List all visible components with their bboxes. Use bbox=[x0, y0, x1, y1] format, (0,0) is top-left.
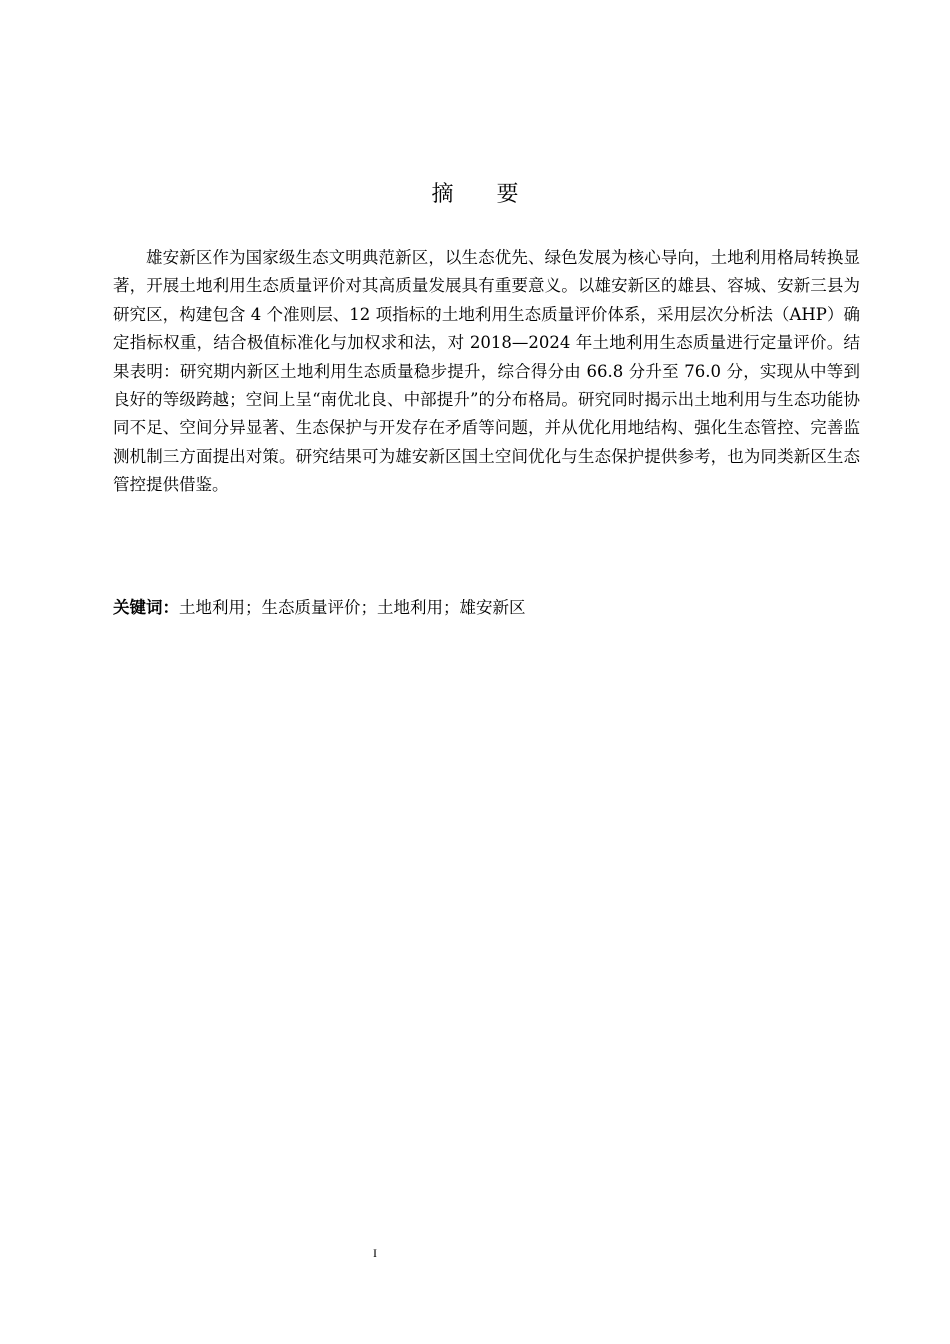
abstract-paragraph: 雄安新区作为国家级生态文明典范新区，以生态优先、绿色发展为核心导向，土地利用格局转换显著，开展土地利用生态质量评价对其高质量发展具有重要意义。以雄安新区的雄县、容城、安新三县为研究区，构建包含 4 个准则层、12 项指标的土地利用生态质量评价体系，采用层次分析法（AHP）确定指标权重，结合极值标准化与加权求和法，对 2018—2024 年土地利用生态质量进行定量评价。结果表明：研究期内新区土地利用生态质量稳步提升，综合得分由 66.8 分升至 76.0 分，实现从中等到良好的等级跨越；空间上呈“南优北良、中部提升”的分布格局。研究同时揭示出土地利用与生态功能协同不足、空间分异显著、生态保护与开发存在矛盾等问题，并从优化用地结构、强化生态管控、完善监测机制三方面提出对策。研究结果可为雄安新区国土空间优化与生态保护提供参考，也为同类新区生态管控提供借鉴。 bbox=[113, 248, 860, 495]
keywords-label: 关键词： bbox=[113, 598, 179, 617]
page-number: I bbox=[373, 1246, 377, 1260]
abstract-title: 摘 要 bbox=[431, 182, 537, 207]
keywords-line bbox=[113, 594, 860, 622]
keywords-text: 土地利用；生态质量评价；土地利用；雄安新区 bbox=[179, 598, 526, 617]
